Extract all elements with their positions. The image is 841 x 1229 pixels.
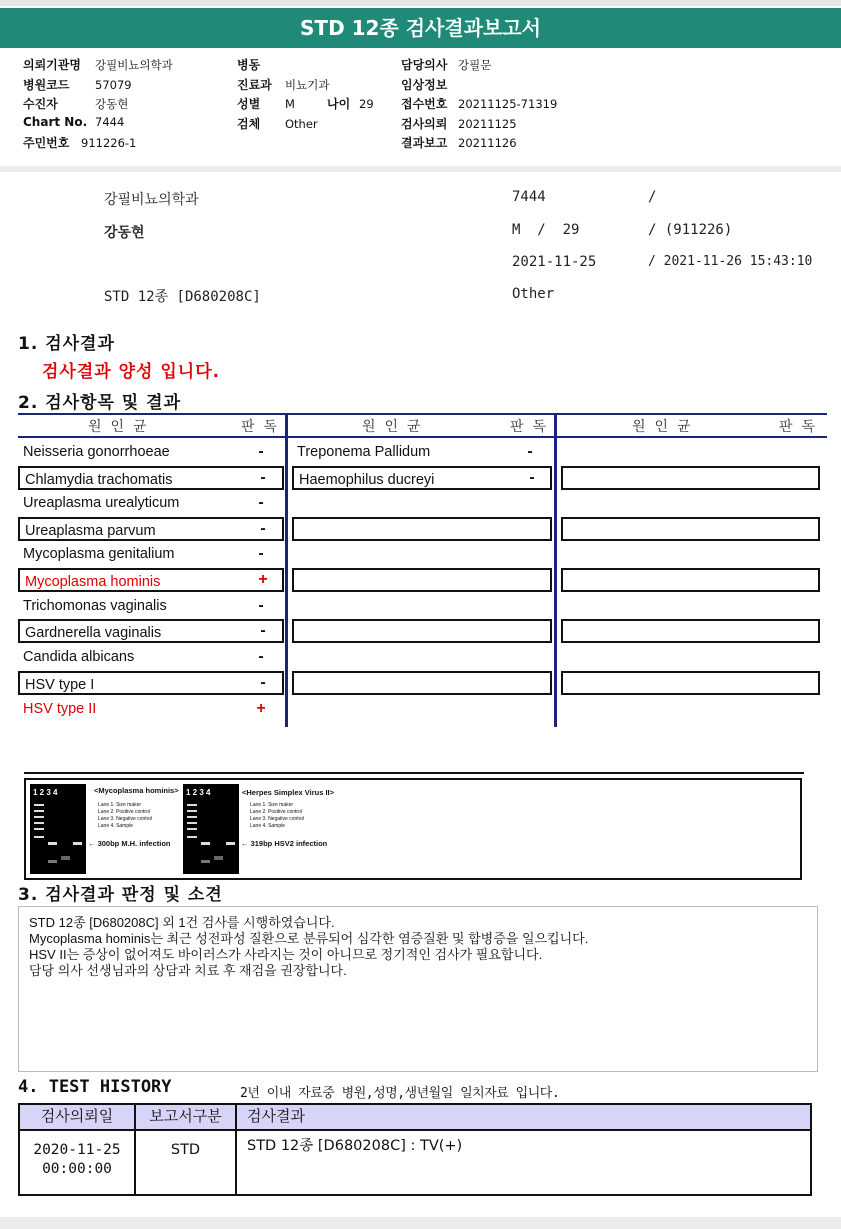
opinion-box xyxy=(18,906,818,1072)
col3-result-header: 판독 xyxy=(779,419,825,435)
empty-cell xyxy=(561,466,820,490)
history-time: 00:00:00 xyxy=(42,1161,112,1177)
opinion-line: 담당 의사 선생님과의 상담과 치료 후 재검을 권장합니다. xyxy=(29,963,347,978)
header-col1 xyxy=(23,56,173,154)
result-value-positive: + xyxy=(256,700,266,717)
positive-result-text: 검사결과 양성 입니다. xyxy=(42,362,221,382)
result-value: - xyxy=(258,443,264,460)
value-hospital-code: 57079 xyxy=(95,77,132,92)
header-col2 xyxy=(237,56,374,134)
section1-title: 1. 검사결과 xyxy=(18,334,115,354)
pathogen-name: Gardnerella vaginalis xyxy=(25,625,162,641)
result-row-trichomonas xyxy=(18,594,284,618)
pathogen-name: Ureaplasma parvum xyxy=(25,523,156,539)
label-sex: 성별 xyxy=(237,97,261,111)
label-request-date: 검사의뢰 xyxy=(401,116,448,131)
opinion-line: STD 12종 [D680208C] 외 1건 검사를 시행하였습니다. xyxy=(29,915,335,930)
patient-dob: / (911226) xyxy=(648,222,733,238)
patient-report-datetime: / 2021-11-26 15:43:10 xyxy=(648,254,813,269)
section4-title: 4. TEST HISTORY xyxy=(18,1077,172,1097)
result-row-ureaplasma-urealyticum xyxy=(18,491,284,515)
gel-bands-right xyxy=(183,784,239,874)
history-row xyxy=(20,1131,810,1196)
legend-line: Lane 3. Negative control xyxy=(98,816,153,822)
header-col3 xyxy=(401,56,557,154)
label-patient: 수진자 xyxy=(23,97,58,111)
pathogen-name: Treponema Pallidum xyxy=(297,444,431,460)
result-value: - xyxy=(529,469,535,486)
bottom-border xyxy=(0,1217,841,1229)
value-request-date: 20211125 xyxy=(458,116,517,131)
label-doctor: 담당의사 xyxy=(401,58,448,72)
result-row-ureaplasma-parvum xyxy=(18,517,284,541)
history-header-row xyxy=(20,1105,810,1131)
label-clinical-info: 임상정보 xyxy=(401,77,448,92)
gel-left-band-label: ← 300bp M.H. infection xyxy=(88,839,171,848)
label-report-date: 결과보고 xyxy=(401,136,448,150)
result-row-hsv2 xyxy=(18,697,284,721)
legend-line: Lane 4. Sample xyxy=(98,823,134,829)
history-header-date: 검사의뢰일 xyxy=(20,1105,136,1129)
table-top-line xyxy=(18,413,827,415)
pathogen-name: Neisseria gonorrhoeae xyxy=(23,444,170,460)
gel-right-legend xyxy=(250,802,304,830)
result-row-neisseria xyxy=(18,440,284,464)
pathogen-name: Haemophilus ducreyi xyxy=(299,472,435,488)
col3-pathogen-header: 원인균 xyxy=(632,419,700,435)
empty-cell xyxy=(292,517,552,541)
col2-result-header: 판독 xyxy=(510,419,556,435)
col1-pathogen-header: 원인균 xyxy=(88,419,156,435)
col1-result-header: 판독 xyxy=(241,419,287,435)
result-value: - xyxy=(258,648,264,665)
label-chart-no: Chart No. xyxy=(23,114,88,129)
history-table xyxy=(18,1103,812,1196)
legend-line: Lane 2. Positive control xyxy=(98,809,150,815)
legend-line: Lane 1. Size maker xyxy=(250,802,294,808)
result-row-mycoplasma-hominis xyxy=(18,568,284,592)
result-row-treponema xyxy=(292,440,552,464)
history-date: 2020-11-25 xyxy=(33,1142,121,1158)
gel-electrophoresis-panel xyxy=(24,778,802,880)
patient-test-name: STD 12종 [D680208C] xyxy=(104,289,261,305)
section3-title: 3. 검사결과 판정 및 소견 xyxy=(18,885,223,905)
gel-image-mycoplasma xyxy=(30,784,86,874)
gel-right-band-label: ← 319bp HSV2 infection xyxy=(241,839,328,848)
result-row-haemophilus xyxy=(292,466,552,490)
pathogen-name: Mycoplasma genitalium xyxy=(23,546,175,562)
result-row-candida xyxy=(18,645,284,669)
history-result: STD 12종 [D680208C] : TV(+) xyxy=(247,1138,463,1154)
report-title: STD 12종 검사결과보고서 xyxy=(0,8,841,48)
empty-cell xyxy=(292,671,552,695)
legend-line: Lane 1. Size maker xyxy=(98,802,142,808)
lane-numbers: 1 2 3 4 xyxy=(33,788,58,797)
value-receipt-no: 20211125-71319 xyxy=(458,97,558,111)
gel-right-title: <Herpes Simplex Virus II> xyxy=(242,788,334,797)
section2-title: 2. 검사항목 및 결과 xyxy=(18,393,181,413)
pathogen-name: Ureaplasma urealyticum xyxy=(23,495,180,511)
empty-cell xyxy=(292,619,552,643)
label-hospital-code: 병원코드 xyxy=(23,77,70,92)
empty-cell xyxy=(292,568,552,592)
value-report-date: 20211126 xyxy=(458,136,517,150)
result-row-chlamydia xyxy=(18,466,284,490)
gel-bands-left xyxy=(30,784,86,874)
pathogen-name: HSV type II xyxy=(23,701,97,717)
patient-clinic: 강필비뇨의학과 xyxy=(104,192,199,208)
value-patient: 강동현 xyxy=(95,97,129,111)
label-ward: 병동 xyxy=(237,58,261,72)
result-value: - xyxy=(527,443,533,460)
opinion-line: Mycoplasma hominis는 최근 성전파성 질환으로 분류되어 심각한 염증질환 및 합병증을 일으킵니다. xyxy=(29,931,589,946)
empty-cell xyxy=(561,517,820,541)
pathogen-name: Candida albicans xyxy=(23,649,135,665)
label-receipt-no: 접수번호 xyxy=(401,97,448,111)
result-row-hsv1 xyxy=(18,671,284,695)
label-age: 나이 xyxy=(327,97,351,111)
value-sex: M xyxy=(285,97,295,111)
empty-cell xyxy=(561,619,820,643)
lane-numbers: 1 2 3 4 xyxy=(186,788,211,797)
history-type: STD xyxy=(136,1131,237,1196)
patient-slash: / xyxy=(648,189,657,205)
legend-line: Lane 4. Sample xyxy=(250,823,286,829)
history-date-cell xyxy=(20,1131,136,1196)
top-border xyxy=(0,0,841,6)
pathogen-name: Chlamydia trachomatis xyxy=(25,472,173,488)
result-value: - xyxy=(260,469,266,486)
value-chart-no: 7444 xyxy=(95,114,125,129)
value-clinic: 강필비뇨의학과 xyxy=(95,58,173,72)
label-specimen: 검체 xyxy=(237,116,261,131)
table-divider-2 xyxy=(554,413,557,727)
label-clinic: 의뢰기관명 xyxy=(23,58,81,72)
value-department: 비뇨기과 xyxy=(285,77,330,92)
value-resident-no: 911226-1 xyxy=(81,136,137,150)
result-value: - xyxy=(260,622,266,639)
label-resident-no: 주민번호 xyxy=(23,136,70,150)
patient-chart: 7444 xyxy=(512,189,546,205)
history-header-type: 보고서구분 xyxy=(136,1105,237,1129)
value-doctor: 강필문 xyxy=(458,58,492,72)
result-row-mycoplasma-genitalium xyxy=(18,542,284,566)
header-separator xyxy=(0,166,841,172)
patient-request-date: 2021-11-25 xyxy=(512,254,597,270)
legend-line: Lane 3. Negative control xyxy=(250,816,305,822)
value-specimen: Other xyxy=(285,116,318,131)
history-header-result: 검사결과 xyxy=(247,1107,305,1125)
result-value: - xyxy=(260,520,266,537)
table-header-line xyxy=(18,436,827,438)
result-value: - xyxy=(258,597,264,614)
legend-line: Lane 2. Positive control xyxy=(250,809,302,815)
gel-top-line xyxy=(24,772,804,774)
pathogen-name: Trichomonas vaginalis xyxy=(23,598,167,614)
patient-sex-age: M / 29 xyxy=(512,222,580,238)
history-note: 2년 이내 자료중 병원,성명,생년월일 일치자료 입니다. xyxy=(240,1086,560,1101)
pathogen-name: HSV type I xyxy=(25,677,95,693)
gel-left-legend xyxy=(98,802,152,830)
patient-specimen: Other xyxy=(512,286,555,302)
patient-name: 강동현 xyxy=(104,225,145,241)
table-divider-1 xyxy=(285,413,288,727)
result-value: - xyxy=(260,674,266,691)
result-value-positive: + xyxy=(258,571,268,588)
empty-cell xyxy=(561,568,820,592)
gel-left-title: <Mycoplasma hominis> xyxy=(94,786,179,795)
pathogen-name: Mycoplasma hominis xyxy=(25,574,161,590)
gel-image-hsv2 xyxy=(183,784,239,874)
label-department: 진료과 xyxy=(237,77,272,92)
result-row-gardnerella xyxy=(18,619,284,643)
result-value: - xyxy=(258,494,264,511)
empty-cell xyxy=(561,671,820,695)
opinion-line: HSV II는 증상이 없어져도 바이러스가 사라지는 것이 아니므로 정기적인 검사가 필요합니다. xyxy=(29,947,543,962)
value-age: 29 xyxy=(359,97,374,111)
col2-pathogen-header: 원인균 xyxy=(362,419,430,435)
result-value: - xyxy=(258,545,264,562)
